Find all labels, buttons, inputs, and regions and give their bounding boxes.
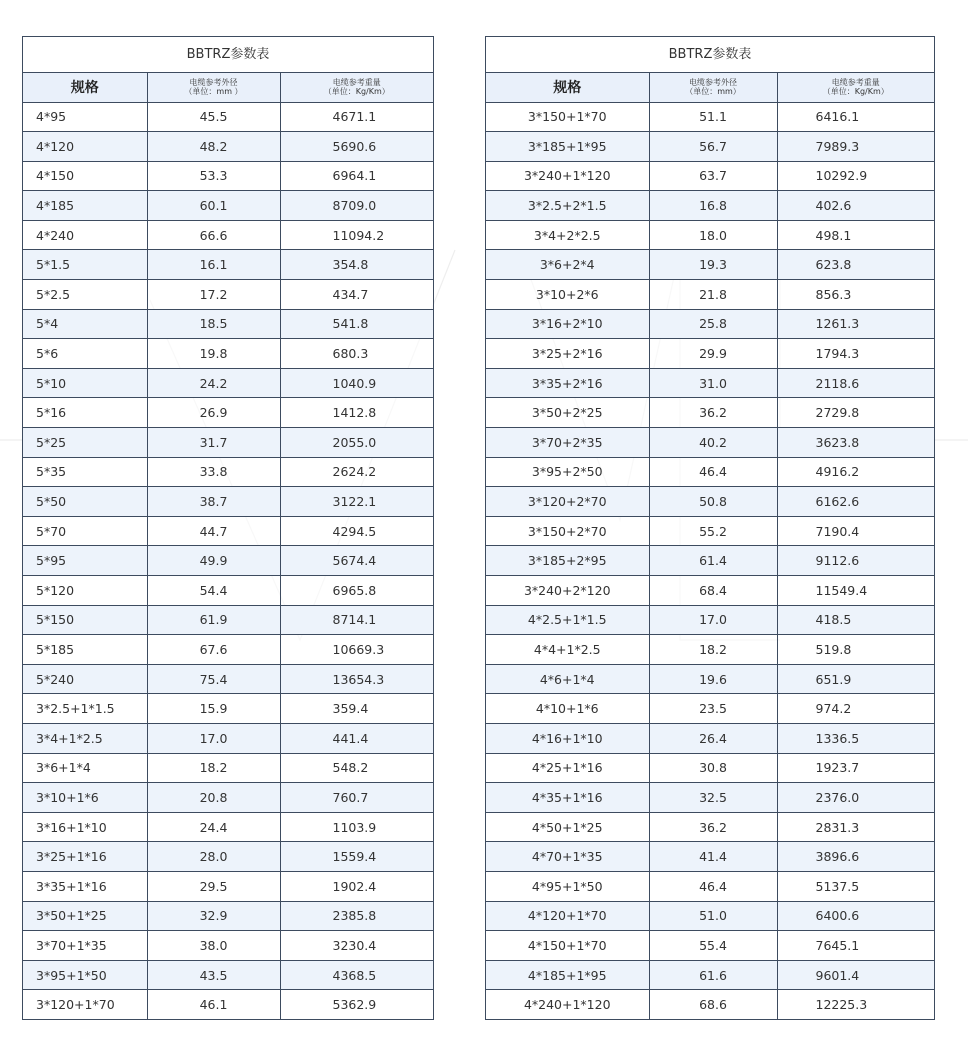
spec-cell: 5*4 — [23, 309, 147, 339]
spec-cell: 5*50 — [23, 487, 147, 517]
spec-cell: 3*10+2*6 — [486, 280, 649, 310]
diameter-cell: 18.5 — [147, 309, 280, 339]
left-table-grid — [23, 73, 433, 1019]
table-row — [23, 132, 433, 162]
table-row — [23, 428, 433, 458]
diameter-cell: 15.9 — [147, 694, 280, 724]
weight-cell: 3122.1 — [280, 487, 433, 517]
spec-cell: 3*70+2*35 — [486, 428, 649, 458]
diameter-cell: 61.4 — [649, 546, 777, 576]
table-row — [23, 990, 433, 1020]
spec-cell: 4*150+1*70 — [486, 931, 649, 961]
diameter-cell: 36.2 — [649, 812, 777, 842]
spec-cell: 4*240+1*120 — [486, 990, 649, 1020]
spec-cell: 4*25+1*16 — [486, 753, 649, 783]
diameter-cell: 29.5 — [147, 871, 280, 901]
spec-cell: 5*1.5 — [23, 250, 147, 280]
diameter-cell: 19.8 — [147, 339, 280, 369]
weight-cell: 1923.7 — [777, 753, 934, 783]
table-row — [486, 191, 934, 221]
spec-cell: 5*70 — [23, 516, 147, 546]
spec-cell: 3*35+1*16 — [23, 871, 147, 901]
weight-cell: 7645.1 — [777, 931, 934, 961]
weight-cell: 10292.9 — [777, 161, 934, 191]
diameter-cell: 24.4 — [147, 812, 280, 842]
table-row — [486, 487, 934, 517]
diameter-cell: 19.3 — [649, 250, 777, 280]
table-row — [23, 842, 433, 872]
weight-cell: 1261.3 — [777, 309, 934, 339]
left-header-spec: 规格 — [23, 73, 147, 102]
right-header-weight: 电缆参考重量 （单位：Kg/Km） — [777, 73, 934, 102]
table-row — [23, 339, 433, 369]
diameter-cell: 50.8 — [649, 487, 777, 517]
right-header-diameter: 电缆参考外径 （单位：mm） — [649, 73, 777, 102]
table-row — [486, 102, 934, 132]
weight-cell: 6964.1 — [280, 161, 433, 191]
weight-cell: 1559.4 — [280, 842, 433, 872]
table-row — [486, 931, 934, 961]
diameter-cell: 51.1 — [649, 102, 777, 132]
right-table-title: BBTRZ参数表 — [486, 37, 934, 73]
table-row — [486, 428, 934, 458]
weight-cell: 519.8 — [777, 635, 934, 665]
spec-cell: 4*95 — [23, 102, 147, 132]
spec-cell: 3*50+2*25 — [486, 398, 649, 428]
weight-cell: 12225.3 — [777, 990, 934, 1020]
spec-cell: 3*240+2*120 — [486, 576, 649, 606]
table-row — [486, 457, 934, 487]
table-row — [23, 102, 433, 132]
spec-cell: 4*95+1*50 — [486, 871, 649, 901]
table-row — [486, 516, 934, 546]
table-row — [486, 753, 934, 783]
table-row — [486, 280, 934, 310]
table-row — [23, 309, 433, 339]
table-row — [486, 812, 934, 842]
spec-cell: 5*16 — [23, 398, 147, 428]
diameter-cell: 17.0 — [649, 605, 777, 635]
spec-cell: 4*120+1*70 — [486, 901, 649, 931]
diameter-cell: 46.4 — [649, 457, 777, 487]
weight-cell: 4671.1 — [280, 102, 433, 132]
table-row — [23, 783, 433, 813]
diameter-cell: 56.7 — [649, 132, 777, 162]
weight-cell: 2831.3 — [777, 812, 934, 842]
weight-cell: 5674.4 — [280, 546, 433, 576]
spec-cell: 3*185+1*95 — [486, 132, 649, 162]
table-row — [23, 901, 433, 931]
diameter-cell: 19.6 — [649, 664, 777, 694]
diameter-cell: 18.2 — [147, 753, 280, 783]
left-header-diameter: 电缆参考外径 （单位：mm ） — [147, 73, 280, 102]
diameter-cell: 17.2 — [147, 280, 280, 310]
table-row — [486, 220, 934, 250]
diameter-cell: 29.9 — [649, 339, 777, 369]
diameter-cell: 45.5 — [147, 102, 280, 132]
table-row — [23, 576, 433, 606]
diameter-cell: 36.2 — [649, 398, 777, 428]
spec-cell: 3*50+1*25 — [23, 901, 147, 931]
diameter-cell: 68.4 — [649, 576, 777, 606]
spec-cell: 4*70+1*35 — [486, 842, 649, 872]
table-row — [486, 576, 934, 606]
spec-cell: 3*2.5+2*1.5 — [486, 191, 649, 221]
diameter-cell: 20.8 — [147, 783, 280, 813]
table-row — [23, 546, 433, 576]
weight-cell: 9601.4 — [777, 960, 934, 990]
spec-cell: 3*25+1*16 — [23, 842, 147, 872]
diameter-cell: 41.4 — [649, 842, 777, 872]
table-row — [486, 368, 934, 398]
table-row — [23, 871, 433, 901]
diameter-cell: 51.0 — [649, 901, 777, 931]
weight-cell: 5690.6 — [280, 132, 433, 162]
table-row — [486, 605, 934, 635]
table-row — [23, 161, 433, 191]
spec-cell: 3*35+2*16 — [486, 368, 649, 398]
diameter-cell: 31.7 — [147, 428, 280, 458]
diameter-cell: 16.1 — [147, 250, 280, 280]
right-header-row — [486, 73, 934, 102]
spec-cell: 4*120 — [23, 132, 147, 162]
diameter-cell: 46.4 — [649, 871, 777, 901]
diameter-cell: 21.8 — [649, 280, 777, 310]
spec-cell: 5*6 — [23, 339, 147, 369]
weight-cell: 4368.5 — [280, 960, 433, 990]
left-table-title: BBTRZ参数表 — [23, 37, 433, 73]
spec-cell: 5*25 — [23, 428, 147, 458]
table-row — [23, 516, 433, 546]
diameter-cell: 66.6 — [147, 220, 280, 250]
table-row — [23, 664, 433, 694]
diameter-cell: 26.4 — [649, 723, 777, 753]
diameter-cell: 18.2 — [649, 635, 777, 665]
table-row — [486, 398, 934, 428]
weight-cell: 2385.8 — [280, 901, 433, 931]
table-row — [23, 457, 433, 487]
spec-cell: 5*120 — [23, 576, 147, 606]
diameter-cell: 24.2 — [147, 368, 280, 398]
weight-cell: 856.3 — [777, 280, 934, 310]
spec-cell: 3*4+2*2.5 — [486, 220, 649, 250]
diameter-cell: 68.6 — [649, 990, 777, 1020]
spec-cell: 3*95+1*50 — [23, 960, 147, 990]
table-row — [23, 960, 433, 990]
spec-cell: 4*150 — [23, 161, 147, 191]
weight-cell: 498.1 — [777, 220, 934, 250]
table-row — [486, 250, 934, 280]
weight-cell: 651.9 — [777, 664, 934, 694]
spec-cell: 5*35 — [23, 457, 147, 487]
spec-cell: 5*95 — [23, 546, 147, 576]
spec-cell: 3*25+2*16 — [486, 339, 649, 369]
spec-cell: 3*150+2*70 — [486, 516, 649, 546]
table-row — [486, 990, 934, 1020]
weight-cell: 974.2 — [777, 694, 934, 724]
diameter-cell: 46.1 — [147, 990, 280, 1020]
weight-cell: 2729.8 — [777, 398, 934, 428]
weight-cell: 11549.4 — [777, 576, 934, 606]
diameter-cell: 31.0 — [649, 368, 777, 398]
table-row — [486, 783, 934, 813]
weight-cell: 418.5 — [777, 605, 934, 635]
diameter-cell: 44.7 — [147, 516, 280, 546]
weight-cell: 402.6 — [777, 191, 934, 221]
weight-cell: 1040.9 — [280, 368, 433, 398]
left-header-row — [23, 73, 433, 102]
spec-cell: 5*150 — [23, 605, 147, 635]
table-row — [23, 605, 433, 635]
weight-cell: 441.4 — [280, 723, 433, 753]
spec-cell: 3*240+1*120 — [486, 161, 649, 191]
table-row — [23, 694, 433, 724]
spec-cell: 3*70+1*35 — [23, 931, 147, 961]
table-row — [486, 871, 934, 901]
spec-cell: 4*185+1*95 — [486, 960, 649, 990]
spec-cell: 4*2.5+1*1.5 — [486, 605, 649, 635]
weight-cell: 359.4 — [280, 694, 433, 724]
table-row — [486, 842, 934, 872]
diameter-cell: 53.3 — [147, 161, 280, 191]
table-row — [23, 280, 433, 310]
spec-cell: 3*150+1*70 — [486, 102, 649, 132]
table-row — [23, 191, 433, 221]
spec-cell: 4*16+1*10 — [486, 723, 649, 753]
spec-cell: 4*4+1*2.5 — [486, 635, 649, 665]
weight-cell: 9112.6 — [777, 546, 934, 576]
table-row — [23, 635, 433, 665]
weight-cell: 1336.5 — [777, 723, 934, 753]
table-row — [486, 901, 934, 931]
spec-cell: 4*10+1*6 — [486, 694, 649, 724]
diameter-cell: 43.5 — [147, 960, 280, 990]
weight-cell: 1902.4 — [280, 871, 433, 901]
weight-cell: 2624.2 — [280, 457, 433, 487]
diameter-cell: 75.4 — [147, 664, 280, 694]
spec-cell: 3*4+1*2.5 — [23, 723, 147, 753]
table-row — [486, 960, 934, 990]
diameter-cell: 26.9 — [147, 398, 280, 428]
diameter-cell: 55.4 — [649, 931, 777, 961]
diameter-cell: 61.6 — [649, 960, 777, 990]
weight-cell: 354.8 — [280, 250, 433, 280]
spec-cell: 3*16+1*10 — [23, 812, 147, 842]
weight-cell: 2055.0 — [280, 428, 433, 458]
table-row — [23, 812, 433, 842]
table-row — [486, 132, 934, 162]
table-row — [23, 931, 433, 961]
table-row — [486, 694, 934, 724]
diameter-cell: 28.0 — [147, 842, 280, 872]
diameter-cell: 60.1 — [147, 191, 280, 221]
weight-cell: 3623.8 — [777, 428, 934, 458]
weight-cell: 3230.4 — [280, 931, 433, 961]
weight-cell: 680.3 — [280, 339, 433, 369]
weight-cell: 434.7 — [280, 280, 433, 310]
weight-cell: 6162.6 — [777, 487, 934, 517]
spec-cell: 3*2.5+1*1.5 — [23, 694, 147, 724]
weight-cell: 6400.6 — [777, 901, 934, 931]
diameter-cell: 55.2 — [649, 516, 777, 546]
weight-cell: 5362.9 — [280, 990, 433, 1020]
diameter-cell: 49.9 — [147, 546, 280, 576]
weight-cell: 6965.8 — [280, 576, 433, 606]
spec-cell: 3*120+2*70 — [486, 487, 649, 517]
weight-cell: 548.2 — [280, 753, 433, 783]
table-row — [486, 309, 934, 339]
table-row — [486, 723, 934, 753]
spec-cell: 5*240 — [23, 664, 147, 694]
weight-cell: 2376.0 — [777, 783, 934, 813]
diameter-cell: 30.8 — [649, 753, 777, 783]
weight-cell: 4916.2 — [777, 457, 934, 487]
table-row — [23, 398, 433, 428]
left-parameter-table — [22, 36, 434, 1020]
weight-cell: 760.7 — [280, 783, 433, 813]
weight-cell: 8709.0 — [280, 191, 433, 221]
weight-cell: 1103.9 — [280, 812, 433, 842]
table-row — [23, 487, 433, 517]
spec-cell: 3*185+2*95 — [486, 546, 649, 576]
spec-cell: 3*10+1*6 — [23, 783, 147, 813]
spec-cell: 3*120+1*70 — [23, 990, 147, 1020]
diameter-cell: 32.9 — [147, 901, 280, 931]
table-row — [23, 753, 433, 783]
spec-cell: 5*10 — [23, 368, 147, 398]
diameter-cell: 33.8 — [147, 457, 280, 487]
spec-cell: 4*240 — [23, 220, 147, 250]
spec-cell: 5*2.5 — [23, 280, 147, 310]
weight-cell: 8714.1 — [280, 605, 433, 635]
diameter-cell: 18.0 — [649, 220, 777, 250]
diameter-cell: 61.9 — [147, 605, 280, 635]
diameter-cell: 40.2 — [649, 428, 777, 458]
weight-cell: 541.8 — [280, 309, 433, 339]
diameter-cell: 32.5 — [649, 783, 777, 813]
diameter-cell: 54.4 — [147, 576, 280, 606]
table-row — [486, 339, 934, 369]
weight-cell: 10669.3 — [280, 635, 433, 665]
table-row — [486, 664, 934, 694]
weight-cell: 11094.2 — [280, 220, 433, 250]
table-row — [23, 220, 433, 250]
weight-cell: 5137.5 — [777, 871, 934, 901]
weight-cell: 1794.3 — [777, 339, 934, 369]
right-table-grid — [486, 73, 934, 1019]
spec-cell: 5*185 — [23, 635, 147, 665]
spec-cell: 3*95+2*50 — [486, 457, 649, 487]
weight-cell: 7989.3 — [777, 132, 934, 162]
right-parameter-table — [485, 36, 935, 1020]
weight-cell: 2118.6 — [777, 368, 934, 398]
weight-cell: 7190.4 — [777, 516, 934, 546]
diameter-cell: 17.0 — [147, 723, 280, 753]
table-row — [23, 250, 433, 280]
spec-cell: 4*6+1*4 — [486, 664, 649, 694]
weight-cell: 13654.3 — [280, 664, 433, 694]
weight-cell: 6416.1 — [777, 102, 934, 132]
spec-cell: 4*185 — [23, 191, 147, 221]
left-header-weight: 电缆参考重量 （单位：Kg/Km） — [280, 73, 433, 102]
diameter-cell: 38.0 — [147, 931, 280, 961]
diameter-cell: 38.7 — [147, 487, 280, 517]
table-row — [486, 546, 934, 576]
weight-cell: 4294.5 — [280, 516, 433, 546]
weight-cell: 1412.8 — [280, 398, 433, 428]
diameter-cell: 48.2 — [147, 132, 280, 162]
diameter-cell: 67.6 — [147, 635, 280, 665]
weight-cell: 3896.6 — [777, 842, 934, 872]
right-header-spec: 规格 — [486, 73, 649, 102]
diameter-cell: 16.8 — [649, 191, 777, 221]
spec-cell: 4*50+1*25 — [486, 812, 649, 842]
weight-cell: 623.8 — [777, 250, 934, 280]
spec-cell: 3*6+2*4 — [486, 250, 649, 280]
table-row — [23, 368, 433, 398]
diameter-cell: 63.7 — [649, 161, 777, 191]
diameter-cell: 23.5 — [649, 694, 777, 724]
spec-cell: 3*16+2*10 — [486, 309, 649, 339]
spec-cell: 3*6+1*4 — [23, 753, 147, 783]
spec-cell: 4*35+1*16 — [486, 783, 649, 813]
diameter-cell: 25.8 — [649, 309, 777, 339]
table-row — [486, 161, 934, 191]
table-row — [23, 723, 433, 753]
table-row — [486, 635, 934, 665]
